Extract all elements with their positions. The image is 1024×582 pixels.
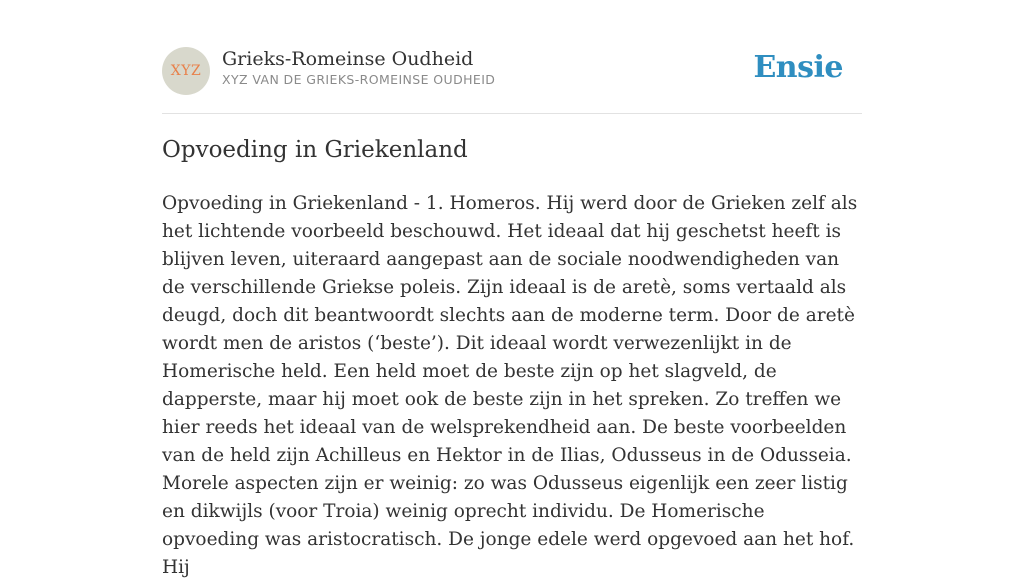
collection-title[interactable]: Grieks-Romeinse Oudheid: [222, 48, 474, 70]
ensie-logo[interactable]: Ensie: [753, 50, 843, 85]
collection-title-block: [222, 46, 495, 87]
article-body: Opvoeding in Griekenland - 1. Homeros. Hij werd door de Grieken zelf als het lichtende voorbeeld beschouwd. Het ideaal dat hij geschetst heeft is blijven leven, uiteraard aangepast aan de sociale noodwendigheden van de verschillende Griekse poleis. Zijn ideaal is de aretè, soms vertaald als deugd, doch dit beantwoordt slechts aan de moderne term. Door de aretè wordt men de aristos (‘beste’). Dit ideaal wordt verwezenlijkt in de Homerische held. Een held moet de beste zijn op het slagveld, de dapperste, maar hij moet ook de beste zijn in het spreken. Zo treffen we hier reeds het ideaal van de welsprekendheid aan. De beste voorbeelden van de held zijn Achilleus en Hektor in de Ilias, Odusseus in de Odusseia. Morele aspecten zijn er weinig: zo was Odusseus eigenlijk een zeer listig en dikwijls (voor Troia) weinig oprecht individu. De Homerische opvoeding was aristocratisch. De jonge edele werd opgevoed aan het hof. Hij: [162, 193, 858, 578]
page-header: [162, 46, 862, 114]
page-title: Opvoeding in Griekenland: [162, 137, 468, 163]
collection-avatar[interactable]: XYZ: [162, 47, 210, 95]
collection-subtitle[interactable]: XYZ VAN DE GRIEKS-ROMEINSE OUDHEID: [222, 72, 496, 87]
